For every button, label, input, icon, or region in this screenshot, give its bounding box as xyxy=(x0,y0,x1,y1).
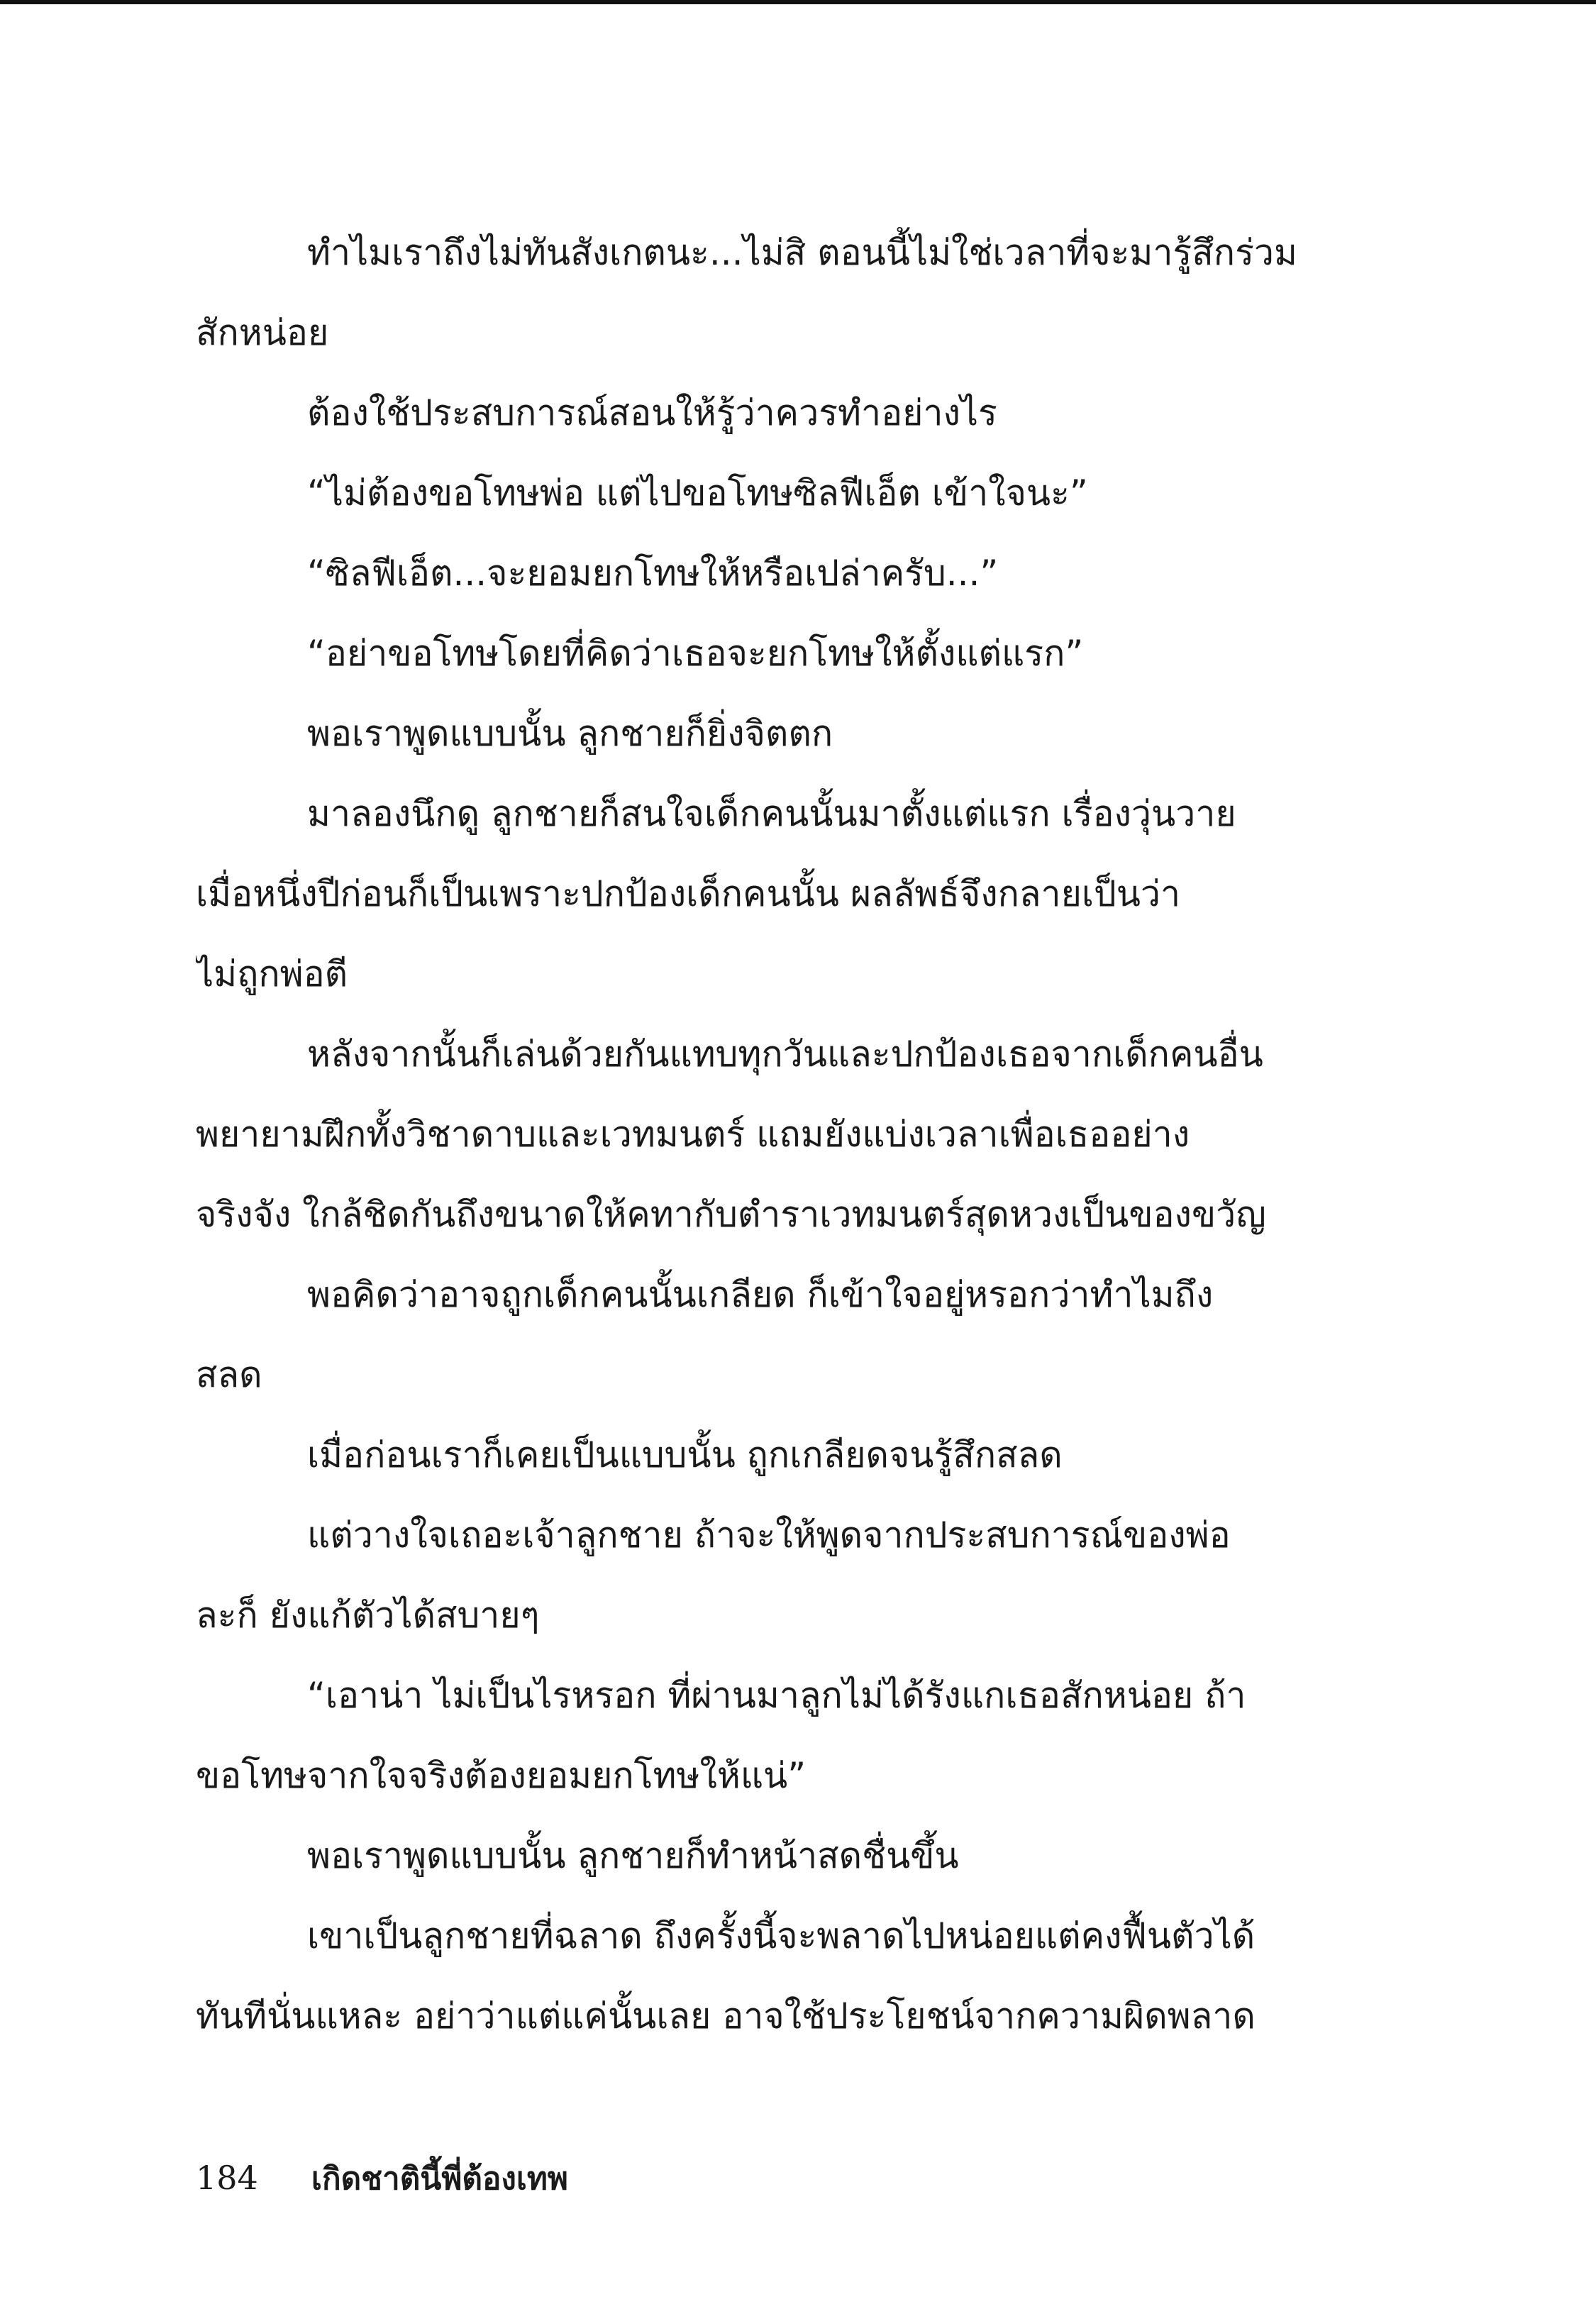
page-footer xyxy=(196,2149,568,2206)
text-line: เขาเป็นลูกชายที่ฉลาด ถึงครั้งนี้จะพลาดไปหน่อยแต่คงฟื้นตัวได้ xyxy=(307,1915,1256,1956)
text-line: ไม่ถูกพ่อตี xyxy=(196,953,348,995)
text-line: ต้องใช้ประสบการณ์สอนให้รู้ว่าควรทำอย่างไร xyxy=(307,392,997,433)
text-line: ทำไมเราถึงไม่ทันสังเกตนะ...ไม่สิ ตอนนี้ไม่ใช่เวลาที่จะมารู้สึกร่วม xyxy=(307,232,1297,273)
text-line: “ไม่ต้องขอโทษพ่อ แต่ไปขอโทษซิลฟีเอ็ต เข้าใจนะ” xyxy=(307,472,1088,514)
text-line: จริงจัง ใกล้ชิดกันถึงขนาดให้คทากับตำราเวทมนตร์สุดหวงเป็นของขวัญ xyxy=(196,1194,1266,1235)
text-line: ละก็ ยังแก้ตัวได้สบายๆ xyxy=(196,1595,540,1636)
text-line: พยายามฝึกทั้งวิชาดาบและเวทมนตร์ แถมยังแบ่งเวลาเพื่อเธออย่าง xyxy=(196,1114,1190,1155)
book-title: เกิดชาตินี้พี่ต้องเทพ xyxy=(311,2161,568,2197)
top-border-line xyxy=(0,0,1596,4)
text-line: “ซิลฟีเอ็ต...จะยอมยกโทษให้หรือเปล่าครับ...” xyxy=(307,553,999,594)
text-line: “อย่าขอโทษโดยที่คิดว่าเธอจะยกโทษให้ตั้งแต่แรก” xyxy=(307,633,1084,674)
text-line: มาลองนึกดู ลูกชายก็สนใจเด็กคนนั้นมาตั้งแต่แรก เรื่องวุ่นวาย xyxy=(307,793,1236,834)
text-line: สักหน่อย xyxy=(196,312,329,353)
page-number: 184 xyxy=(196,2159,258,2197)
text-line: ทันทีนั่นแหละ อย่าว่าแต่แค่นั้นเลย อาจใช้ประโยชน์จากความผิดพลาด xyxy=(196,1995,1256,2037)
text-line: ขอโทษจากใจจริงต้องยอมยกโทษให้แน่” xyxy=(196,1755,807,1796)
text-line: หลังจากนั้นก็เล่นด้วยกันแทบทุกวันและปกป้องเธอจากเด็กคนอื่น xyxy=(307,1034,1263,1075)
text-line: “เอาน่า ไม่เป็นไรหรอก ที่ผ่านมาลูกไม่ได้รังแกเธอสักหน่อย ถ้า xyxy=(307,1675,1246,1716)
text-line: แต่วางใจเถอะเจ้าลูกชาย ถ้าจะให้พูดจากประสบการณ์ของพ่อ xyxy=(307,1515,1231,1556)
text-line: เมื่อก่อนเราก็เคยเป็นแบบนั้น ถูกเกลียดจนรู้สึกสลด xyxy=(307,1434,1063,1476)
text-line: พอเราพูดแบบนั้น ลูกชายก็ยิ่งจิตตก xyxy=(307,713,833,754)
text-line: สลด xyxy=(196,1354,262,1395)
text-line: พอเราพูดแบบนั้น ลูกชายก็ทำหน้าสดชื่นขึ้น xyxy=(307,1835,959,1876)
page-body-text xyxy=(196,213,1301,2056)
text-line: พอคิดว่าอาจถูกเด็กคนนั้นเกลียด ก็เข้าใจอยู่หรอกว่าทำไมถึง xyxy=(307,1274,1214,1315)
text-line: เมื่อหนึ่งปีก่อนก็เป็นเพราะปกป้องเด็กคนนั้น ผลลัพธ์จึงกลายเป็นว่า xyxy=(196,873,1181,914)
